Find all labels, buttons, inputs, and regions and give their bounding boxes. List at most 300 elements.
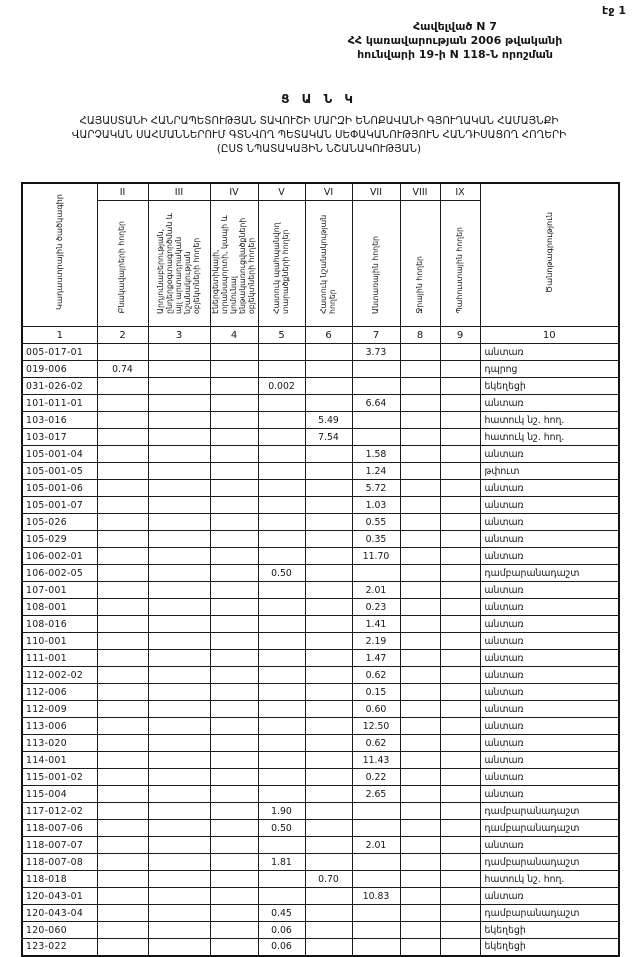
note-cell: անտառ [480, 480, 619, 497]
area-value-cell [305, 463, 352, 480]
note-cell: եկեղեցի [480, 939, 619, 956]
area-value-cell [305, 361, 352, 378]
area-value-cell [440, 786, 480, 803]
area-value-cell [400, 667, 440, 684]
col-number-4: 4 [210, 327, 258, 344]
area-value-cell [440, 446, 480, 463]
note-cell: հատուկ նշ. հող. [480, 871, 619, 888]
table-row [22, 446, 619, 463]
col-number-2: 2 [97, 327, 148, 344]
area-value-cell [210, 497, 258, 514]
area-value-cell: 5.72 [352, 480, 400, 497]
cadastral-code-cell: 005-017-01 [22, 344, 97, 361]
header-cadastral-code [22, 183, 97, 327]
note-cell: հատուկ նշ. հող. [480, 412, 619, 429]
cadastral-code-cell: 115-001-02 [22, 769, 97, 786]
roman-numeral-5: V [258, 183, 305, 201]
area-value-cell [440, 463, 480, 480]
area-value-cell [97, 650, 148, 667]
cadastral-code-cell: 123-022 [22, 939, 97, 956]
table-row [22, 582, 619, 599]
area-value-cell [210, 633, 258, 650]
area-value-cell: 1.41 [352, 616, 400, 633]
table-body [22, 344, 619, 956]
cadastral-code-cell: 019-006 [22, 361, 97, 378]
area-value-cell [97, 718, 148, 735]
area-value-cell: 6.64 [352, 395, 400, 412]
area-value-cell [400, 582, 440, 599]
area-value-cell [210, 412, 258, 429]
area-value-cell [210, 752, 258, 769]
area-value-cell: 11.43 [352, 752, 400, 769]
area-value-cell [440, 650, 480, 667]
area-value-cell [440, 854, 480, 871]
roman-numeral-4: IV [210, 183, 258, 201]
area-value-cell [440, 429, 480, 446]
area-value-cell [148, 803, 210, 820]
area-value-cell [400, 480, 440, 497]
area-value-cell [148, 888, 210, 905]
note-cell: անտառ [480, 684, 619, 701]
area-value-cell [97, 786, 148, 803]
area-value-cell [148, 548, 210, 565]
note-cell: դպրոց [480, 361, 619, 378]
area-value-cell [258, 871, 305, 888]
area-value-cell [440, 769, 480, 786]
note-cell: եկեղեցի [480, 378, 619, 395]
area-value-cell [352, 565, 400, 582]
area-value-cell: 0.50 [258, 565, 305, 582]
table-row [22, 548, 619, 565]
area-value-cell [148, 837, 210, 854]
area-value-cell [97, 667, 148, 684]
area-value-cell [400, 633, 440, 650]
table-row [22, 650, 619, 667]
area-value-cell [400, 684, 440, 701]
area-value-cell [210, 786, 258, 803]
area-value-cell [258, 548, 305, 565]
area-value-cell [440, 888, 480, 905]
note-cell: հատուկ նշ. հող. [480, 429, 619, 446]
table-row [22, 905, 619, 922]
area-value-cell [352, 803, 400, 820]
table-row [22, 820, 619, 837]
area-value-cell [258, 344, 305, 361]
note-label: Ծանոթագրություն [543, 212, 554, 293]
area-value-cell [440, 514, 480, 531]
header-protected-lands: Հատուկ պահպանվող տարածքների հողեր [258, 201, 305, 327]
area-value-cell [258, 837, 305, 854]
area-value-cell [258, 497, 305, 514]
area-value-cell [400, 599, 440, 616]
area-value-cell [148, 599, 210, 616]
col-number-1: 1 [22, 327, 97, 344]
cadastral-code-cell: 106-002-01 [22, 548, 97, 565]
area-value-cell [305, 650, 352, 667]
area-value-cell [305, 667, 352, 684]
area-value-cell [148, 565, 210, 582]
title-line-3: (ԸՍՏ ՆՊԱՏԱԿԱՅԻՆ ՆՇԱՆԱԿՈՒԹՅԱՆ) [216, 142, 422, 155]
area-value-cell [97, 854, 148, 871]
area-value-cell [400, 701, 440, 718]
area-value-cell [400, 344, 440, 361]
area-value-cell [97, 769, 148, 786]
note-cell: դամբարանադաշտ [480, 905, 619, 922]
area-value-cell [440, 837, 480, 854]
area-value-cell [148, 650, 210, 667]
header-special-purpose-lands: Հատուկ նշանակության հողեր [305, 201, 352, 327]
area-value-cell [258, 718, 305, 735]
area-value-cell [440, 497, 480, 514]
cadastral-code-cell: 101-011-01 [22, 395, 97, 412]
area-value-cell [258, 769, 305, 786]
area-value-cell [97, 548, 148, 565]
table-row [22, 854, 619, 871]
area-value-cell: 7.54 [305, 429, 352, 446]
area-value-cell [440, 531, 480, 548]
area-value-cell: 2.19 [352, 633, 400, 650]
note-cell: անտառ [480, 633, 619, 650]
area-value-cell [258, 667, 305, 684]
area-value-cell [148, 463, 210, 480]
note-cell: անտառ [480, 395, 619, 412]
area-value-cell [148, 344, 210, 361]
area-value-cell [148, 718, 210, 735]
table-row [22, 531, 619, 548]
area-value-cell [97, 922, 148, 939]
note-cell: անտառ [480, 735, 619, 752]
area-value-cell [97, 633, 148, 650]
area-value-cell [210, 871, 258, 888]
area-value-cell [210, 429, 258, 446]
note-cell: անտառ [480, 718, 619, 735]
note-cell: անտառ [480, 599, 619, 616]
cadastral-code-cell: 118-007-08 [22, 854, 97, 871]
decree-line-3: հունվարի 19-ի N 118-Ն որոշման [357, 47, 553, 61]
area-value-cell: 1.81 [258, 854, 305, 871]
area-value-cell [210, 582, 258, 599]
col-number-6: 6 [305, 327, 352, 344]
area-value-cell: 1.90 [258, 803, 305, 820]
area-value-cell [305, 888, 352, 905]
col-number-10: 10 [480, 327, 619, 344]
area-value-cell [97, 344, 148, 361]
col-number-9: 9 [440, 327, 480, 344]
area-value-cell [258, 531, 305, 548]
table-row [22, 752, 619, 769]
area-value-cell [148, 361, 210, 378]
area-value-cell [97, 446, 148, 463]
table-row [22, 463, 619, 480]
area-value-cell [400, 786, 440, 803]
area-value-cell: 2.65 [352, 786, 400, 803]
area-value-cell: 1.03 [352, 497, 400, 514]
roman-numeral-8: VIII [400, 183, 440, 201]
cadastral-code-cell: 113-006 [22, 718, 97, 735]
area-value-cell [440, 565, 480, 582]
area-value-cell [305, 837, 352, 854]
area-value-cell [258, 616, 305, 633]
cadastral-code-cell: 114-001 [22, 752, 97, 769]
area-value-cell [400, 718, 440, 735]
area-value-cell [210, 854, 258, 871]
area-value-cell [440, 820, 480, 837]
table-row [22, 514, 619, 531]
area-value-cell [440, 871, 480, 888]
cadastral-code-cell: 115-004 [22, 786, 97, 803]
note-cell: անտառ [480, 582, 619, 599]
area-value-cell [440, 412, 480, 429]
area-value-cell [210, 939, 258, 956]
area-value-cell: 1.47 [352, 650, 400, 667]
land-parcel-table [21, 182, 620, 957]
area-value-cell [97, 480, 148, 497]
col-number-3: 3 [148, 327, 210, 344]
area-value-cell [258, 395, 305, 412]
cadastral-code-cell: 120-043-04 [22, 905, 97, 922]
area-value-cell [210, 395, 258, 412]
area-value-cell [352, 429, 400, 446]
area-value-cell [400, 446, 440, 463]
note-cell: անտառ [480, 548, 619, 565]
note-cell: անտառ [480, 769, 619, 786]
cadastral-code-cell: 120-043-01 [22, 888, 97, 905]
area-value-cell [440, 922, 480, 939]
area-value-cell [352, 378, 400, 395]
area-value-cell [97, 735, 148, 752]
area-value-cell [210, 514, 258, 531]
cadastral-code-cell: 105-001-06 [22, 480, 97, 497]
note-cell: դամբարանադաշտ [480, 565, 619, 582]
cadastral-code-cell: 103-017 [22, 429, 97, 446]
area-value-cell: 0.62 [352, 667, 400, 684]
col-number-5: 5 [258, 327, 305, 344]
area-value-cell [210, 463, 258, 480]
area-value-cell [97, 905, 148, 922]
cadastral-code-cell: 112-009 [22, 701, 97, 718]
table-row [22, 718, 619, 735]
cadastral-code-cell: 117-012-02 [22, 803, 97, 820]
decree-line-2: ՀՀ կառավարության 2006 թվականի [347, 33, 563, 47]
area-value-cell: 0.23 [352, 599, 400, 616]
area-value-cell: 0.45 [258, 905, 305, 922]
area-value-cell [352, 939, 400, 956]
area-value-cell [148, 497, 210, 514]
area-value-cell [305, 616, 352, 633]
area-value-cell [97, 599, 148, 616]
area-value-cell [400, 531, 440, 548]
area-value-cell [400, 650, 440, 667]
table-row [22, 565, 619, 582]
page-number: էջ 1 [602, 4, 626, 17]
area-value-cell [210, 905, 258, 922]
area-value-cell [352, 871, 400, 888]
area-value-cell [148, 667, 210, 684]
area-value-cell [305, 922, 352, 939]
cadastral-code-cell: 105-029 [22, 531, 97, 548]
cadastral-code-cell: 108-001 [22, 599, 97, 616]
note-cell: անտառ [480, 786, 619, 803]
area-value-cell [258, 599, 305, 616]
cadastral-code-cell: 106-002-05 [22, 565, 97, 582]
area-value-cell [148, 531, 210, 548]
area-value-cell [440, 718, 480, 735]
area-value-cell [400, 412, 440, 429]
header-note [480, 183, 619, 327]
area-value-cell [210, 701, 258, 718]
cadastral-code-cell: 031-026-02 [22, 378, 97, 395]
area-value-cell [400, 820, 440, 837]
area-value-cell [148, 735, 210, 752]
area-value-cell: 0.74 [97, 361, 148, 378]
area-value-cell: 0.22 [352, 769, 400, 786]
area-value-cell [258, 735, 305, 752]
area-value-cell [148, 752, 210, 769]
area-value-cell [305, 344, 352, 361]
area-value-cell [400, 361, 440, 378]
cadastral-code-cell: 120-060 [22, 922, 97, 939]
area-value-cell [440, 633, 480, 650]
area-value-cell [400, 871, 440, 888]
area-value-cell [400, 378, 440, 395]
area-value-cell [148, 769, 210, 786]
area-value-cell [258, 429, 305, 446]
area-value-cell [305, 803, 352, 820]
table-row [22, 684, 619, 701]
area-value-cell [148, 395, 210, 412]
area-value-cell [97, 582, 148, 599]
header-settlement-lands: Բնակավայրերի հողեր [97, 201, 148, 327]
area-value-cell [258, 446, 305, 463]
area-value-cell [305, 514, 352, 531]
area-value-cell [400, 429, 440, 446]
area-value-cell [210, 650, 258, 667]
cadastral-code-cell: 111-001 [22, 650, 97, 667]
table-row [22, 412, 619, 429]
area-value-cell [440, 701, 480, 718]
area-value-cell [400, 752, 440, 769]
area-value-cell [258, 514, 305, 531]
note-cell: անտառ [480, 888, 619, 905]
area-value-cell [440, 599, 480, 616]
area-value-cell [97, 378, 148, 395]
area-value-cell [352, 361, 400, 378]
area-value-cell: 2.01 [352, 837, 400, 854]
area-value-cell [305, 548, 352, 565]
area-value-cell [352, 412, 400, 429]
area-value-cell [258, 412, 305, 429]
area-value-cell [258, 684, 305, 701]
area-value-cell [97, 514, 148, 531]
area-value-cell: 0.50 [258, 820, 305, 837]
table-row [22, 378, 619, 395]
area-value-cell [148, 701, 210, 718]
note-cell: անտառ [480, 497, 619, 514]
area-value-cell [210, 769, 258, 786]
area-value-cell [400, 854, 440, 871]
header-forest-lands: Անտառային հողեր [352, 201, 400, 327]
area-value-cell: 1.58 [352, 446, 400, 463]
area-value-cell: 11.70 [352, 548, 400, 565]
cadastral-code-cell: 118-007-07 [22, 837, 97, 854]
area-value-cell [305, 905, 352, 922]
area-value-cell [97, 939, 148, 956]
table-row [22, 769, 619, 786]
area-value-cell [210, 684, 258, 701]
cadastral-code-cell: 118-018 [22, 871, 97, 888]
roman-numeral-row [22, 183, 619, 201]
area-value-cell [440, 344, 480, 361]
title-main: Ց Ա Ն Կ [281, 92, 357, 106]
area-value-cell [97, 820, 148, 837]
area-value-cell [210, 361, 258, 378]
table-row [22, 497, 619, 514]
note-cell: անտառ [480, 514, 619, 531]
area-value-cell [352, 854, 400, 871]
area-value-cell [97, 395, 148, 412]
area-value-cell [97, 888, 148, 905]
header-reserve-lands: Պահուստային հողեր [440, 201, 480, 327]
area-value-cell [400, 548, 440, 565]
area-value-cell [258, 361, 305, 378]
note-cell: անտառ [480, 752, 619, 769]
area-value-cell [148, 429, 210, 446]
col-number-7: 7 [352, 327, 400, 344]
area-value-cell: 3.73 [352, 344, 400, 361]
area-value-cell [352, 905, 400, 922]
cadastral-code-cell: 112-002-02 [22, 667, 97, 684]
cadastral-code-cell: 105-026 [22, 514, 97, 531]
table-row [22, 735, 619, 752]
area-value-cell [400, 803, 440, 820]
table-row [22, 786, 619, 803]
note-cell: անտառ [480, 446, 619, 463]
table-row [22, 888, 619, 905]
area-value-cell: 1.24 [352, 463, 400, 480]
roman-numeral-9: IX [440, 183, 480, 201]
table-row [22, 837, 619, 854]
area-value-cell: 0.15 [352, 684, 400, 701]
area-value-cell [148, 480, 210, 497]
note-cell: թփուտ [480, 463, 619, 480]
area-value-cell [440, 548, 480, 565]
area-value-cell [258, 582, 305, 599]
area-value-cell [440, 684, 480, 701]
area-value-cell [148, 854, 210, 871]
area-value-cell [97, 701, 148, 718]
table-row [22, 344, 619, 361]
area-value-cell [210, 378, 258, 395]
note-cell: անտառ [480, 616, 619, 633]
area-value-cell [210, 599, 258, 616]
table-row [22, 599, 619, 616]
table-row [22, 939, 619, 956]
area-value-cell [440, 735, 480, 752]
area-value-cell [97, 429, 148, 446]
area-value-cell [305, 599, 352, 616]
table-row [22, 395, 619, 412]
cadastral-code-cell: 105-001-04 [22, 446, 97, 463]
note-cell: անտառ [480, 650, 619, 667]
area-value-cell: 2.01 [352, 582, 400, 599]
area-value-cell [210, 718, 258, 735]
note-cell: անտառ [480, 344, 619, 361]
area-value-cell: 12.50 [352, 718, 400, 735]
note-cell: անտառ [480, 701, 619, 718]
area-value-cell [258, 463, 305, 480]
area-value-cell [305, 820, 352, 837]
area-value-cell [305, 684, 352, 701]
